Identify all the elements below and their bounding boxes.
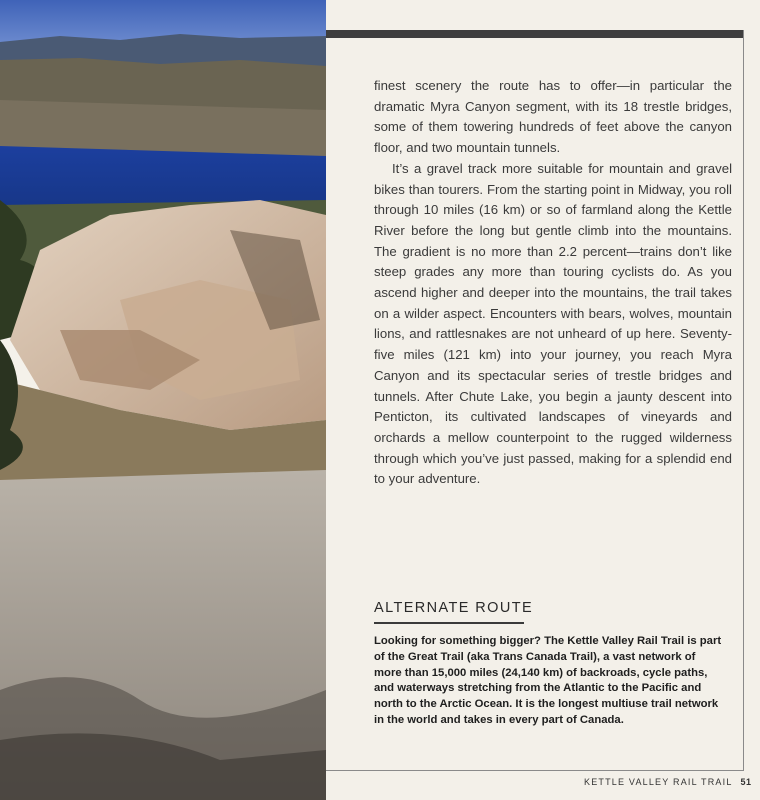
right-rule xyxy=(743,30,744,770)
landscape-photo xyxy=(0,0,326,800)
body-text xyxy=(374,76,732,490)
landscape-photo-icon xyxy=(0,0,326,800)
running-title: KETTLE VALLEY RAIL TRAIL xyxy=(584,777,733,787)
heading-rule xyxy=(374,622,524,624)
bottom-rule xyxy=(326,770,744,771)
page-number: 51 xyxy=(740,777,752,787)
text-page xyxy=(326,0,760,800)
alternate-route-heading: ALTERNATE ROUTE xyxy=(374,600,534,616)
paragraph: finest scenery the route has to offer—in particular the dramatic Myra Canyon segment, with its 18 trestle bridges, some of them towering hundreds of feet above the canyon floor, and two mountain tunnels. xyxy=(374,78,732,156)
alternate-route-text: Looking for something bigger? The Kettle Valley Rail Trail is part of the Great Trail (aka Trans Canada Trail), a vast network of more than 15,000 miles (24,140 km) of backroads, cycle paths, and waterways stretching from the Atlantic to the Pacific and north to the Arctic Ocean. It is the longest multiuse trail network in the world and takes in every part of Canada. xyxy=(374,635,722,726)
top-rule xyxy=(326,30,744,38)
page-footer xyxy=(584,777,752,787)
paragraph: It’s a gravel track more suitable for mountain and gravel bikes than tourers. From the starting point in Midway, you roll through 10 miles (16 km) or so of farmland along the Kettle River before the long but gentle climb into the mountains. The gradient is no more than 2.2 percent—trains don’t like steep grades any more than touring cyclists do. As you ascend higher and deeper into the mountains, the trail takes on a wilder aspect. Encounters with bears, wolves, mountain lions, and rattlesnakes are not unheard of up here. Seventy-five miles (121 km) into your journey, you reach Myra Canyon and its spectacular series of trestle bridges and tunnels. After Chute Lake, you begin a jaunty descent into Penticton, its cultivated landscapes of vineyards and orchards a mellow counterpoint to the rugged wilderness through which you’ve just passed, making for a splendid end to your adventure. xyxy=(374,160,732,487)
